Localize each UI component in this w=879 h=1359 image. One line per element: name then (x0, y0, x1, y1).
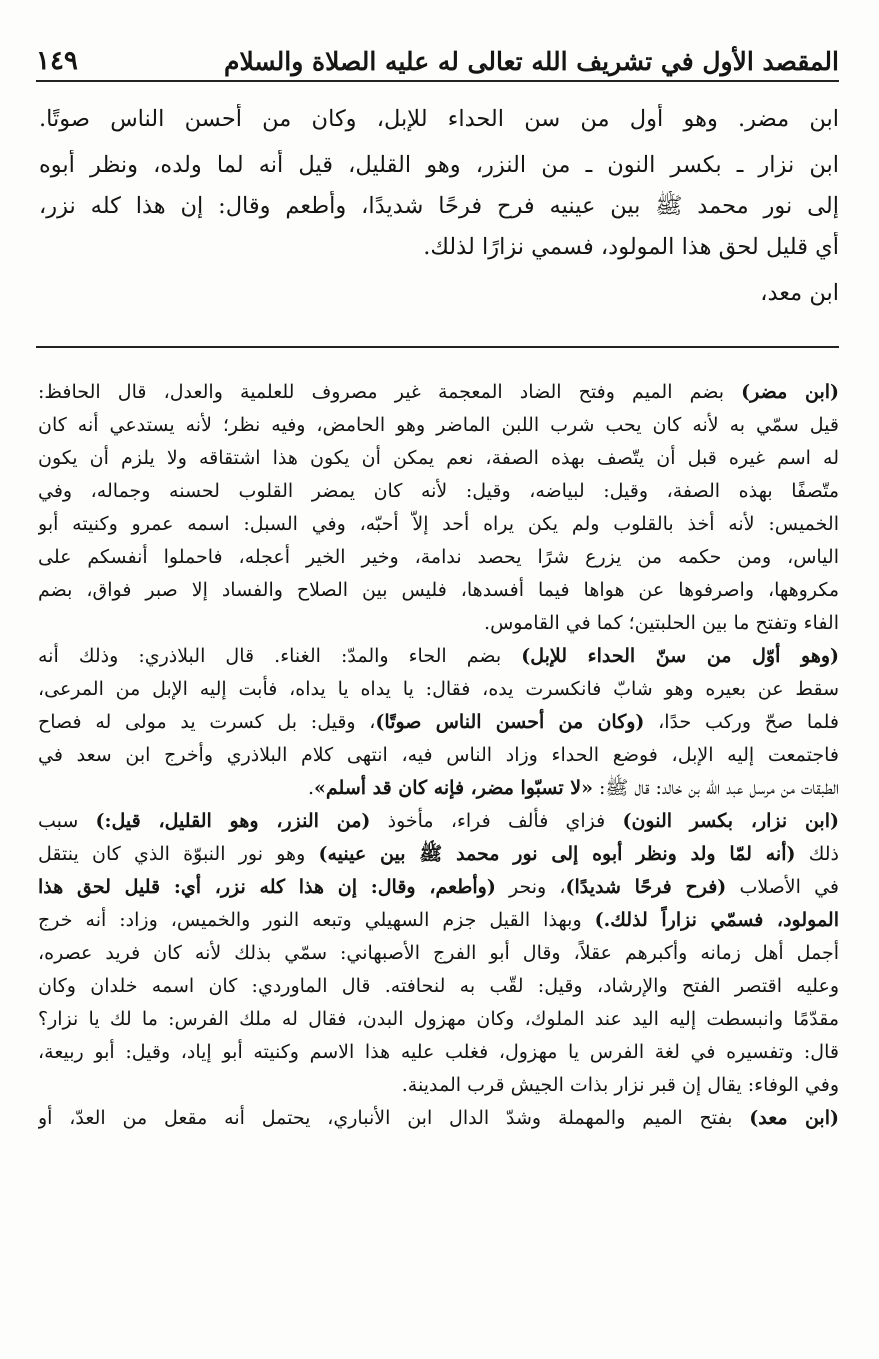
commentary-line (38, 873, 839, 901)
commentary-text: فاجتمعت إليه الإبل، فوضع الحداء وزاد الناس فيه، انتهى كلام البلاذري وأخرج ابن سعد في (38, 744, 839, 766)
running-header (36, 38, 839, 76)
commentary-line (38, 675, 839, 703)
quoted-lemma: (أنه لمّا ولد ونظر أبوه إلى نور محمد ﷺ بين عينيه) (318, 843, 796, 865)
commentary-line (38, 543, 839, 571)
commentary-line (38, 741, 839, 769)
commentary-text: قال: وتفسيره في لغة الفرس يا مهزول، فغلب عليه هذا الاسم وكنيته أبو إياد، وقيل: أبو ربيعة، (38, 1041, 839, 1063)
commentary-line (38, 510, 839, 538)
commentary-line (38, 1071, 839, 1099)
commentary-paragraph (38, 1104, 839, 1132)
main-line: أي قليل لحق هذا المولود، فسمي نزارًا لذلك. (423, 234, 839, 260)
commentary-paragraph (38, 807, 839, 1099)
header-rule (36, 80, 839, 82)
commentary-line (38, 576, 839, 604)
commentary-text: سبب (38, 810, 96, 832)
commentary-line (38, 609, 839, 637)
commentary-text: مقدّمًا وانبسطت إليه اليد عند الملوك، وكان مهزول البدن، فقال له ملك الفرس: ما لك يا نزار؟ (38, 1008, 839, 1030)
header-title: المقصد الأول في تشريف الله تعالى له عليه الصلاة والسلام (223, 47, 839, 76)
commentary-line (38, 939, 839, 967)
commentary-line (38, 642, 839, 670)
commentary-text: في الأصلاب (726, 876, 839, 898)
commentary-paragraph (38, 378, 839, 637)
commentary-text: متّصفًا بهذه الصفة، وقيل: لبياضه، وقيل: لأنه كان يمضر القلوب لحسنه وجماله، وفي (38, 480, 839, 502)
commentary-line (38, 1104, 839, 1132)
main-line: إلى نور محمد ﷺ بين عينيه فرح فرحًا شديدًا، وأطعم وقال: إن هذا كله نزر، (39, 193, 839, 219)
commentary-text: مكروهها، واصرفوها عن هواها فيما أفسدها، فليس بين الصلاح والفساد إلا صبر فواق، بضم (38, 579, 839, 601)
commentary-text: بضم الميم وفتح الضاد المعجمة غير مصروف للعلمية والعدل، قال الحافظ: (38, 381, 742, 403)
quoted-lemma: (وكان من أحسن الناس صوتًا) (375, 711, 645, 733)
commentary-text: أجمل أهل زمانه وأكبرهم عقلاً، وقال أبو الفرج الأصبهاني: سمّي بذلك لأنه كان فريد عصره، (38, 942, 839, 964)
commentary-text: ، وقيل: بل كسرت يد مولى له فصاح (38, 711, 376, 733)
commentary-text: وعليه اقتصر الفتح والإرشاد، وقيل: لقّب به لنحافته. قال الماوردي: كان اسمه خلدان وكان (38, 975, 839, 997)
quoted-lemma: (من النزر، وهو القليل، قيل:) (95, 810, 371, 832)
commentary-text: ، ونحر (495, 876, 566, 898)
commentary-paragraph (38, 642, 839, 802)
quoted-lemma: «لا تسبّوا مضر، فإنه كان قد أسلم» (314, 777, 593, 799)
commentary-text: سقط عن بعيره وهو شابّ فانكسرت يده، فقال: يا يداه يا يداه، فأبت إليه الإبل من المرعى، (38, 678, 839, 700)
commentary-line (38, 774, 839, 802)
main-line: ابن مضر. وهو أول من سن الحداء للإبل، وكان من أحسن الناس صوتًا. (39, 106, 839, 132)
commentary-line (38, 1005, 839, 1033)
quoted-lemma: (فرح فرحًا شديدًا) (565, 876, 727, 898)
commentary-line (38, 477, 839, 505)
commentary-line (38, 972, 839, 1000)
commentary-line (38, 411, 839, 439)
commentary-text: الفاء وتفتح ما بين الحلبتين؛ كما في القاموس. (484, 612, 839, 634)
commentary-line (38, 840, 839, 868)
commentary-line (38, 1038, 839, 1066)
main-text (39, 104, 839, 319)
quoted-lemma: (ابن معد) (749, 1107, 839, 1129)
commentary-text: بفتح الميم والمهملة وشدّ الدال ابن الأنباري، يحتمل أنه مقعل من العدّ، أو (38, 1107, 750, 1129)
quoted-lemma: المولود، فسمّي نزاراً لذلك.) (594, 909, 839, 931)
commentary-text: ذلك (795, 843, 839, 865)
commentary-text: وهو نور النبوّة الذي كان ينتقل (38, 843, 319, 865)
commentary-text: بضم الحاء والمدّ: الغناء. قال البلاذري: وذلك أنه (38, 645, 522, 667)
quoted-lemma: (ابن مضر) (741, 381, 839, 403)
commentary-text: الخميس: لأنه أخذ بالقلوب ولم يكن يراه أحد إلاَّ أحبّه، وفي السبل: اسمه عمرو وكنيته أبو (38, 513, 839, 535)
commentary-text: . (307, 777, 315, 799)
commentary-line (38, 708, 839, 736)
commentary-text: وبهذا القيل جزم السهيلي وتبعه النور والخميس، وزاد: أنه خرج (38, 909, 595, 931)
main-line: ابن نزار ـ بكسر النون ـ من النزر، وهو القليل، قيل أنه لما ولده، ونظر أبوه (39, 152, 839, 178)
main-line: ابن معد، (760, 280, 839, 306)
quoted-lemma: (ابن نزار، بكسر النون) (622, 810, 839, 832)
commentary (38, 378, 839, 1137)
commentary-text: فلما صحّ وركب حدًا، (644, 711, 839, 733)
commentary-text: الطبقات من مرسل عبد الله بن خالد: قال ﷺ: (592, 777, 839, 799)
commentary-text: قيل سمّي به لأنه كان يحب شرب اللبن الماضر وهو الحامض، وفيه نظر؛ لأنه يستدعي أنه كان (38, 414, 839, 436)
commentary-line (38, 378, 839, 406)
commentary-line (38, 807, 839, 835)
commentary-text: له اسم غيره قبل أن يتّصف بهذه الصفة، نعم يمكن أن يكون هذا اشتقاقه ولا يلزم أن يكون (38, 447, 839, 469)
page-number: ١٤٩ (36, 46, 78, 76)
commentary-line (38, 906, 839, 934)
quoted-lemma: (وهو أوّل من سنّ الحداء للإبل) (521, 645, 839, 667)
commentary-text: فزاي فألف فراء، مأخوذ (370, 810, 623, 832)
text-divider (36, 346, 839, 348)
commentary-line (38, 444, 839, 472)
quoted-lemma: (وأطعم، وقال: إن هذا كله نزر، أي: قليل لحق هذا (38, 876, 496, 898)
commentary-text: الياس، ومن حكمه من يزرع شرًا يحصد ندامة، وخير الخير أعجله، فاحملوا أنفسكم على (38, 546, 839, 568)
commentary-text: وفي الوفاء: يقال إن قبر نزار بذات الجيش قرب المدينة. (401, 1074, 839, 1096)
